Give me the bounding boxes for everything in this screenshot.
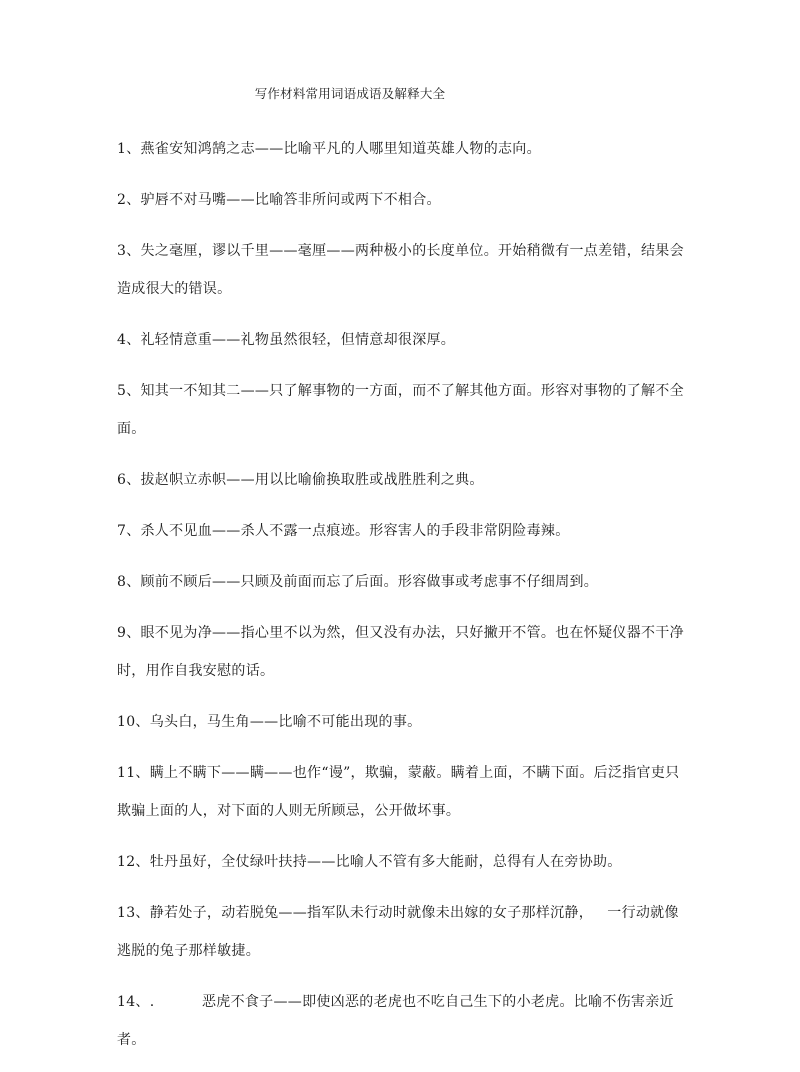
list-item	[117, 754, 689, 830]
entry-text: 3、失之毫厘，谬以千里——毫厘——两种极小的长度单位。开始稍微有一点差错，结果会造成很大的错误。	[117, 243, 684, 297]
entry-text: 1、燕雀安知鸿鹄之志——比喻平凡的人哪里知道英雄人物的志向。	[117, 141, 541, 157]
document-title: 写作材料常用词语成语及解释大全	[254, 86, 446, 101]
list-item	[117, 563, 689, 601]
list-item	[117, 181, 689, 219]
entry-text: 8、顾前不顾后——只顾及前面而忘了后面。形容做事或考虑事不仔细周到。	[117, 574, 599, 590]
entry-text: 5、知其一不知其二——只了解事物的一方面，而不了解其他方面。形容对事物的了解不全面。	[117, 383, 684, 437]
list-item	[117, 372, 689, 448]
idiom-list	[117, 130, 689, 1072]
entry-text: 11、瞒上不瞒下——瞒——也作“谩”，欺骗，蒙蔽。瞒着上面，不瞒下面。后泛指官吏只欺骗上面的人，对下面的人则无所顾忌，公开做坏事。	[117, 765, 680, 819]
list-item	[117, 461, 689, 499]
list-item	[117, 232, 689, 308]
entry-text: 14、. 恶虎不食子——即使凶恶的老虎也不吃自己生下的小老虎。比喻不伤害亲近者。	[117, 994, 674, 1048]
list-item	[117, 321, 689, 359]
list-item	[117, 843, 689, 881]
entry-text: 7、杀人不见血——杀人不露一点痕迹。形容害人的手段非常阴险毒辣。	[117, 523, 570, 539]
list-item	[117, 703, 689, 741]
list-item	[117, 894, 689, 970]
list-item	[117, 983, 689, 1059]
entry-text: 2、驴唇不对马嘴——比喻答非所问或两下不相合。	[117, 192, 441, 208]
list-item	[117, 512, 689, 550]
entry-text: 4、礼轻情意重——礼物虽然很轻，但情意却很深厚。	[117, 332, 456, 348]
list-item	[117, 130, 689, 168]
entry-text: 12、牡丹虽好，全仗绿叶扶持——比喻人不管有多大能耐，总得有人在旁协助。	[117, 854, 622, 870]
entry-text: 6、拔赵帜立赤帜——用以比喻偷换取胜或战胜胜利之典。	[117, 472, 484, 488]
entry-text: 9、眼不见为净——指心里不以为然，但又没有办法，只好撇开不管。也在怀疑仪器不干净时，用作自我安慰的话。	[117, 625, 684, 679]
entry-text: 13、静若处子，动若脱兔——指军队未行动时就像未出嫁的女子那样沉静， 一行动就像逃脱的兔子那样敏捷。	[117, 905, 679, 959]
entry-text: 10、乌头白，马生角——比喻不可能出现的事。	[117, 714, 422, 730]
list-item	[117, 614, 689, 690]
